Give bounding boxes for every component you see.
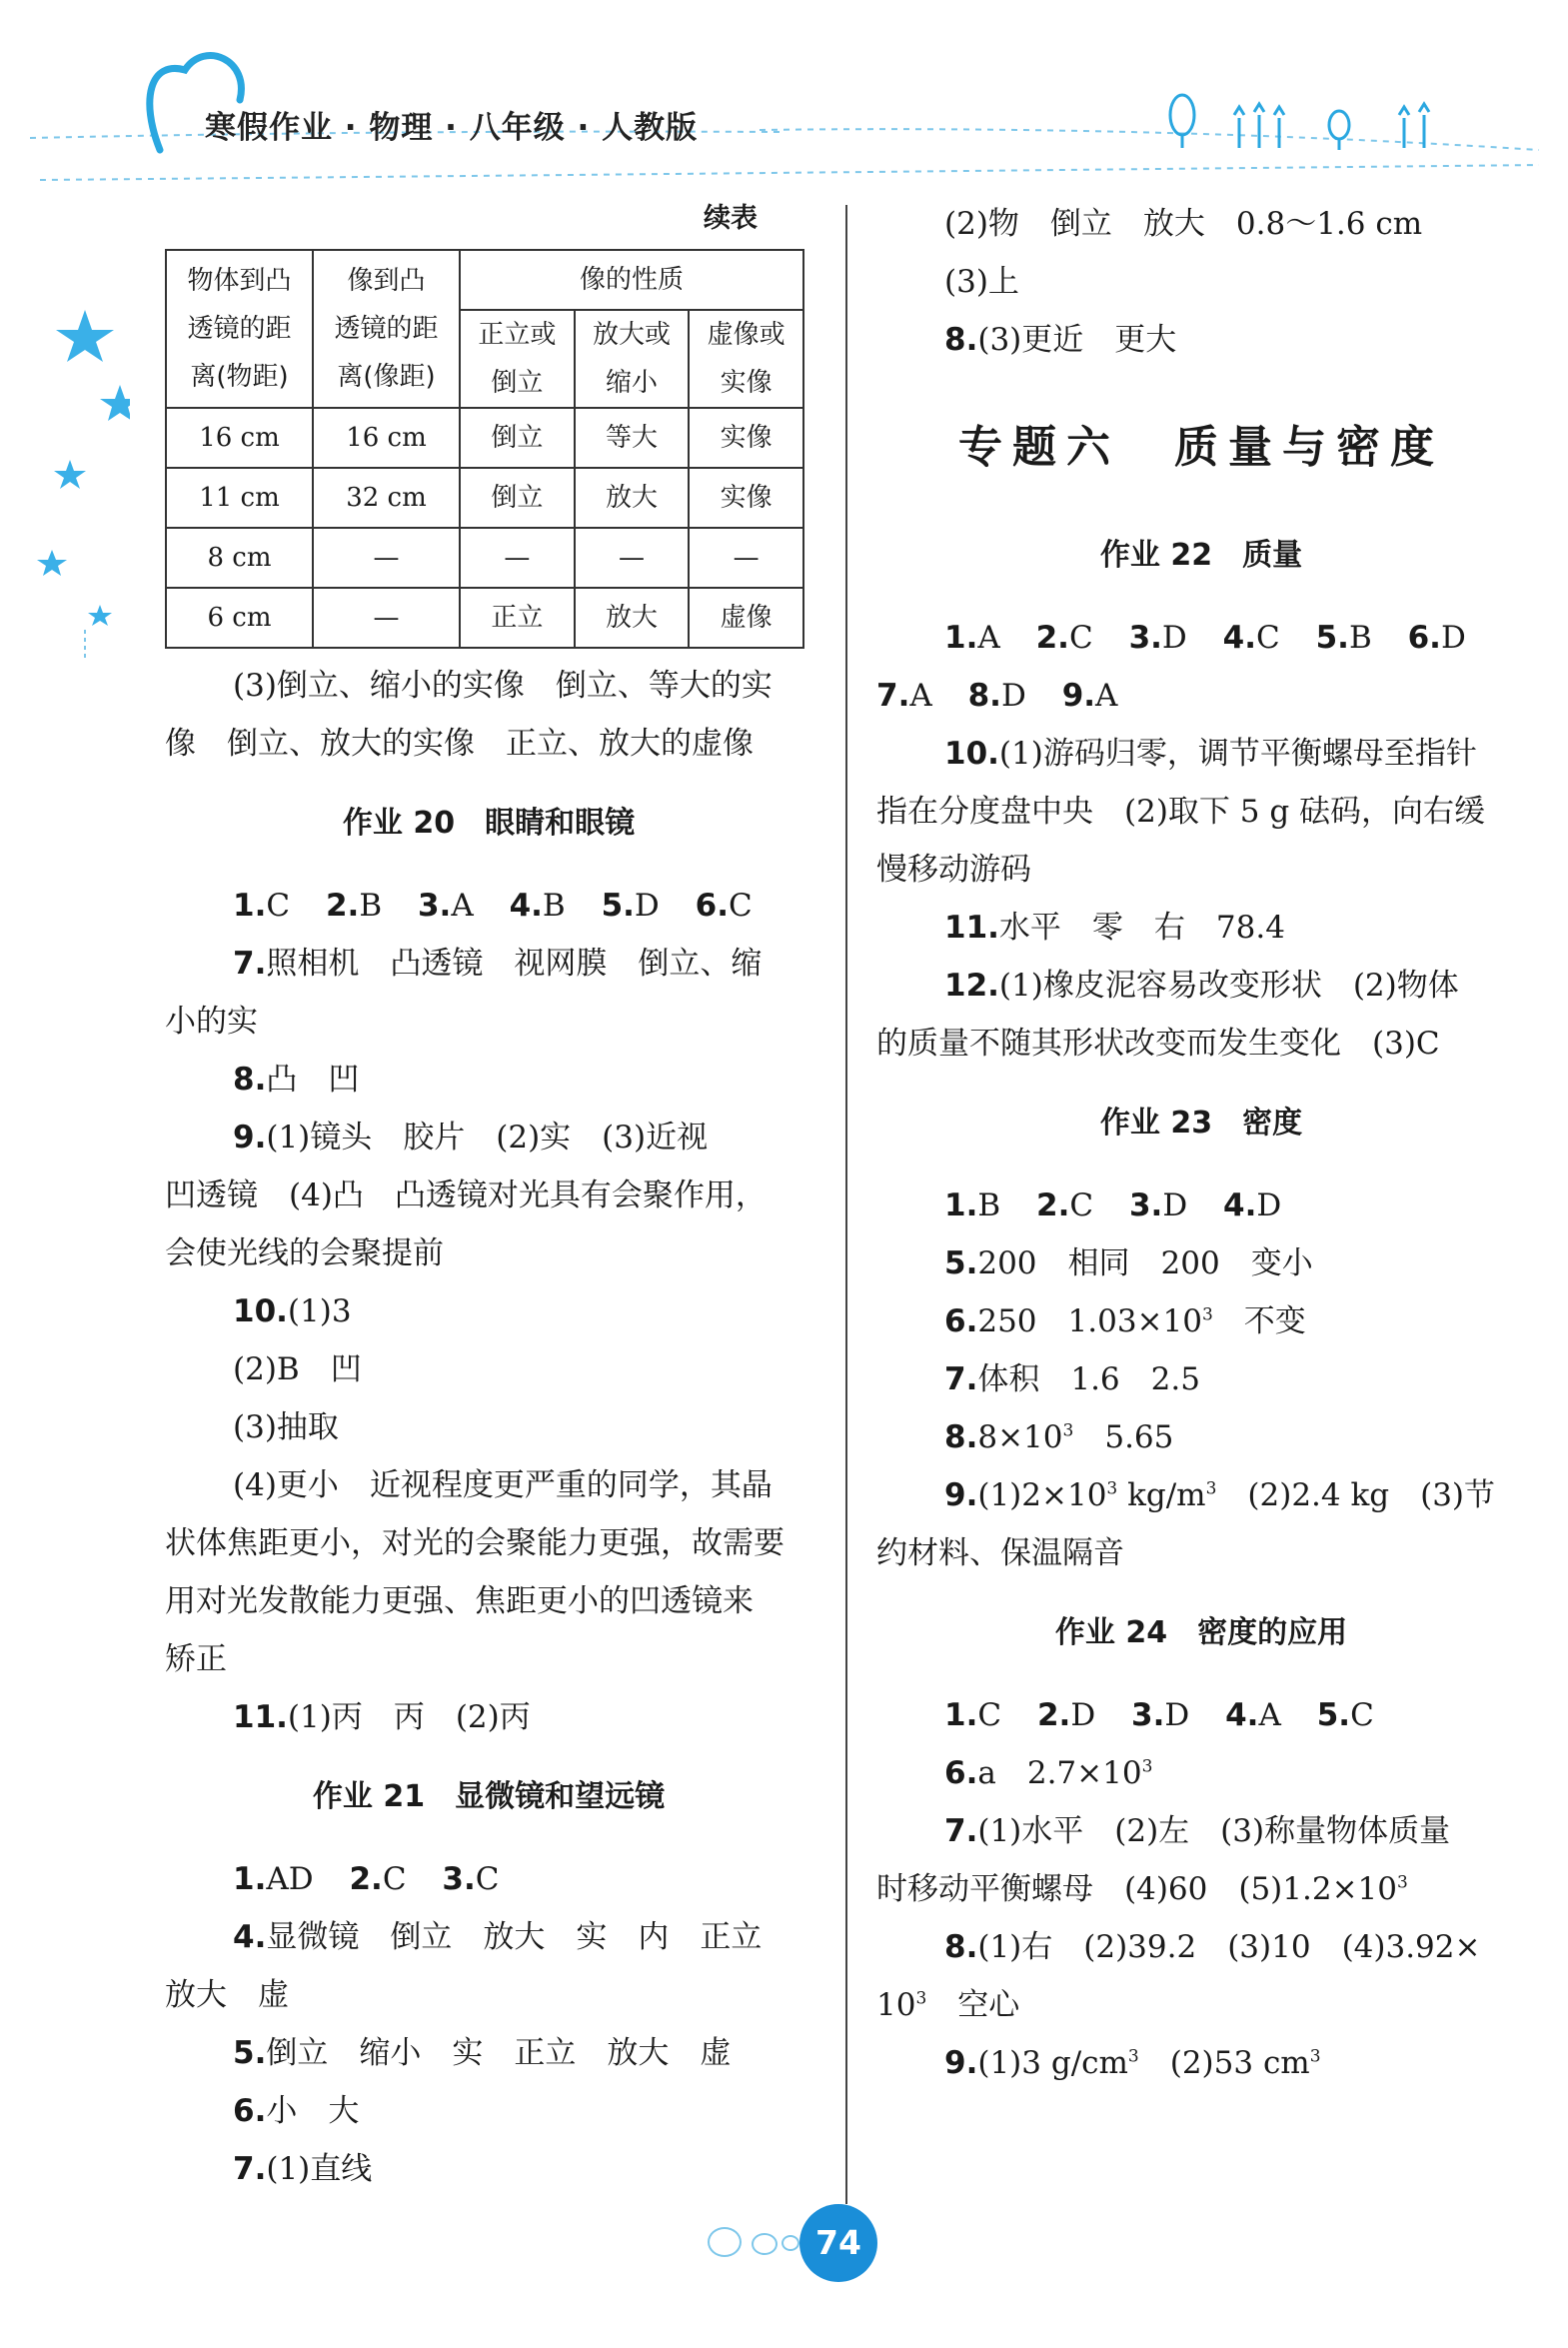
answer-line: 矫正 [165,1641,227,1677]
hw21-title: 作业 21 显微镜和望远镜 [312,1779,666,1814]
answer-line: 11.(1)丙 丙 (2)丙 [233,1699,531,1735]
bubble-decoration [708,2227,742,2257]
answer-line: 1.C 2.D 3.D 4.A 5.C [944,1697,1374,1733]
hw22-title: 作业 22 质量 [1099,538,1303,573]
answer-line: 小的实 [165,1004,258,1040]
right-column [876,195,1526,2092]
answer-line: 放大 虚 [165,1977,289,2013]
answer-line: 9.(1)镜头 胶片 (2)实 (3)近视 [233,1120,709,1156]
column-divider [845,205,847,2204]
table-row: 11 cm 32 cm 倒立 放大 实像 [166,468,803,528]
answer-line: $10^3$ 空心 [876,1987,1020,2023]
table-row: 16 cm 16 cm 倒立 等大 实像 [166,408,803,468]
answer-line: (3)倒立、缩小的实像 倒立、等大的实 [233,668,773,704]
answer-line: 指在分度盘中央 (2)取下 5 g 砝码，向右缓 [876,794,1486,830]
answer-line: 8.(1)右 (2)39.2 (3)10 (4)3.92× [944,1929,1481,1965]
answer-line: 慢移动游码 [876,852,1031,888]
answer-line: 11.水平 零 右 78.4 [944,910,1285,946]
answer-line: 1.A 2.C 3.D 4.C 5.B 6.D [944,620,1466,656]
answer-line: 7.(1)直线 [233,2151,373,2187]
answer-line: 会使光线的会聚提前 [165,1235,444,1271]
answer-line: 1.C 2.B 3.A 4.B 5.D 6.C [233,888,753,924]
answer-line: 约材料、保温隔音 [876,1535,1124,1571]
header-upright: 正立或 倒立 [460,310,575,408]
answer-line: 7.A 8.D 9.A [876,678,1118,714]
answer-line: 7.体积 1.6 2.5 [944,1361,1200,1397]
answer-line: 6.250 $1.03\times 10^3$ 不变 [944,1303,1306,1339]
answer-line: 5.倒立 缩小 实 正立 放大 虚 [233,2035,732,2071]
header-image-distance: 像到凸 透镜的距 离(像距) [313,250,460,408]
answer-line: (2)B 凹 [233,1351,362,1387]
answer-line: 1.AD 2.C 3.C [233,1861,500,1897]
answer-line: 7.(1)水平 (2)左 (3)称量物体质量 [944,1813,1451,1849]
bubble-decoration [752,2233,778,2255]
bubble-decoration [782,2235,799,2251]
answer-line: 10.(1)游码归零，调节平衡螺母至指针 [944,736,1477,772]
page-number: 74 [799,2204,877,2282]
answer-line: $9.(1)2\times 10^3$ $kg/m^3$ (2)2.4 kg (3)节 [944,1477,1496,1513]
answer-line: 9.(1)3 $g/cm^3$ (2)53 $cm^3$ [944,2045,1321,2081]
table-row: 6 cm — 正立 放大 虚像 [166,588,803,648]
topic-title: 专题六 质量与密度 [958,422,1444,473]
lens-table [165,249,804,649]
answer-line: 像 倒立、放大的实像 正立、放大的虚像 [165,726,754,762]
answer-line: (2)物 倒立 放大 0.8～1.6 cm [944,206,1423,242]
answer-line: 12.(1)橡皮泥容易改变形状 (2)物体 [944,968,1459,1004]
answer-line: 1.B 2.C 3.D 4.D [944,1187,1282,1223]
header-decoration [0,0,1568,200]
hw23-title: 作业 23 密度 [1099,1106,1303,1141]
answer-line: 4.显微镜 倒立 放大 实 内 正立 [233,1919,763,1955]
continued-label: 续表 [704,203,758,234]
answer-line: (4)更小 近视程度更严重的同学，其晶 [233,1467,773,1503]
answer-line: 7.照相机 凸透镜 视网膜 倒立、缩 [233,946,763,982]
header-magnify: 放大或 缩小 [575,310,690,408]
answer-line: (3)抽取 [233,1409,339,1445]
answer-line: 状体焦距更小，对光的会聚能力更强，故需要 [165,1525,784,1561]
header-image-nature: 像的性质 [460,250,803,310]
answer-line: 10.(1)3 [233,1293,352,1329]
answer-line: (3)上 [944,264,1019,300]
answer-line: 的质量不随其形状改变而发生变化 (3)C [876,1026,1440,1062]
answer-line: 8.凸 凹 [233,1062,360,1098]
header-real: 虚像或 实像 [689,310,803,408]
left-column [165,195,812,2198]
answer-line: 凹透镜 (4)凸 凸透镜对光具有会聚作用， [165,1177,767,1213]
answer-line: 6.小 大 [233,2093,360,2129]
hw20-title: 作业 20 眼睛和眼镜 [342,806,636,841]
answer-line: 5.200 相同 200 变小 [944,1245,1313,1281]
page-header [0,0,1568,200]
header-object-distance: 物体到凸 透镜的距 离(物距) [166,250,313,408]
answer-line: 用对光发散能力更强、焦距更小的凹透镜来 [165,1583,754,1619]
answer-line: 6.a $2.7\times 10^3$ [944,1755,1153,1791]
table-row: 8 cm — — — — [166,528,803,588]
star-decoration [30,300,130,660]
header-title: 寒假作业 · 物理 · 八年级 · 人教版 [205,110,699,146]
answer-line: 时移动平衡螺母 (4)60 $(5)1.2\times 10^3$ [876,1871,1408,1907]
answer-line: $8.8\times 10^3$ 5.65 [944,1419,1174,1455]
answer-line: 8.(3)更近 更大 [944,322,1177,358]
hw24-title: 作业 24 密度的应用 [1054,1615,1348,1650]
